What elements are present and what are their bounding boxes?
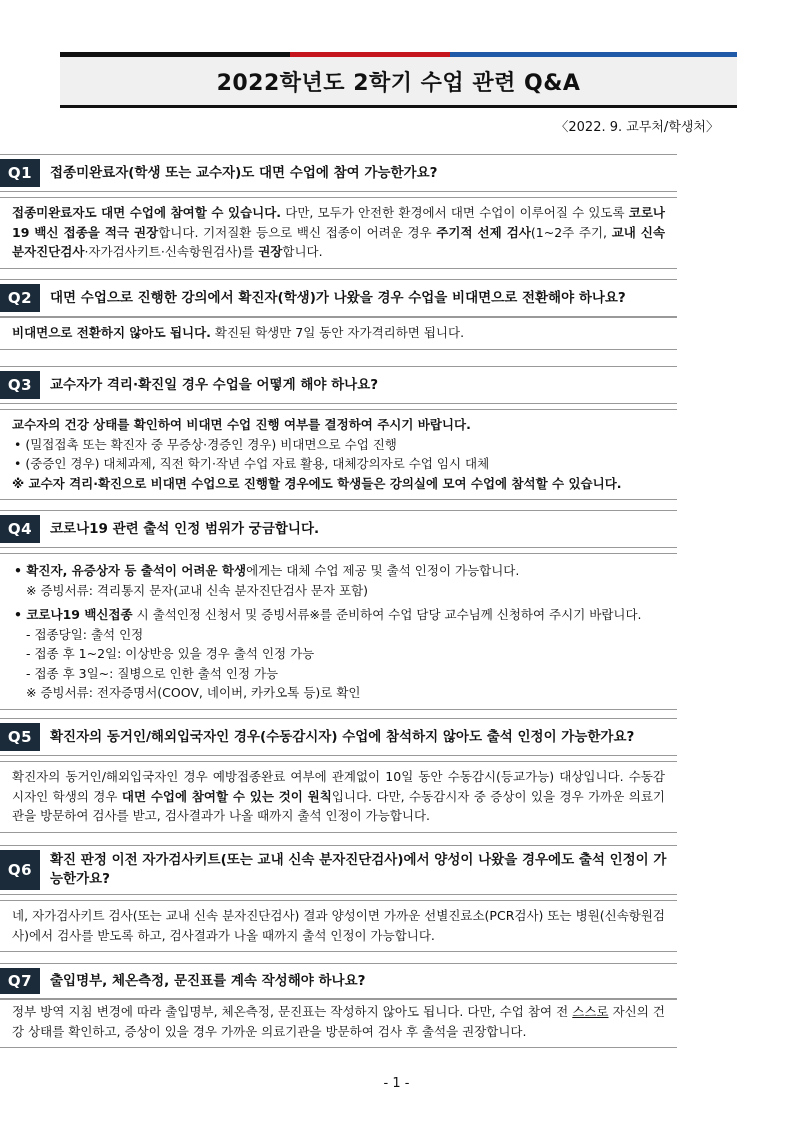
question-badge: Q3 (0, 371, 40, 399)
answer-box (0, 999, 677, 1048)
question-row (0, 845, 677, 895)
answer-lead: 교수자의 건강 상태를 확인하여 비대면 수업 진행 여부를 결정하여 주시기 바랍니다. (12, 417, 471, 432)
question-text: 출입명부, 체온측정, 문진표를 계속 작성해야 하나요? (50, 972, 366, 989)
answer-note: ※ 교수자 격리·확진으로 비대면 수업으로 진행할 경우에도 학생들은 강의실에 모여 수업에 참석할 수 있습니다. (12, 475, 622, 491)
answer-box (0, 900, 677, 952)
answer-bullet: • (중증인 경우) 대체과제, 직전 학기·작년 수업 자료 활용, 대체강의자로 수업 임시 대체 (14, 456, 490, 471)
qa-q1 (0, 154, 677, 269)
answer-text: 네, 자가검사키트 검사(또는 교내 신속 분자진단검사) 결과 양성이면 가까운 선별진료소(PCR검사) 또는 병원(신속항원검사)에서 검사를 받도록 하고, 검사결과가 나올 때까지 출석 인정이 가능합니다. (12, 908, 665, 943)
question-badge: Q4 (0, 515, 40, 543)
answer-sub: - 접종 후 3일~: 질병으로 인한 출석 인정 가능 (26, 665, 279, 681)
answer-bullet: • 확진자, 유증상자 등 출석이 어려운 학생에게는 대체 수업 제공 및 출석 인정이 가능합니다. (14, 563, 520, 578)
answer-text: 확진자의 동거인/해외입국자인 경우 예방접종완료 여부에 관계없이 10일 동안 수동감시(등교가능) 대상입니다. 수동감시자인 학생의 경우 대면 수업에 참여할 수 있는 것이 원칙입니다. 다만, 수동감시자 중 증상이 있을 경우 가까운 의료기관을 방문하여 검사를 받고, 검사결과가 나올 때까지 출석 인정이 가능합니다. (12, 769, 665, 823)
question-text: 코로나19 관련 출석 인정 범위가 궁금합니다. (50, 520, 320, 537)
answer-text: 접종미완료자도 대면 수업에 참여할 수 있습니다. 다만, 모두가 안전한 환경에서 대면 수업이 이루어질 수 있도록 코로나19 백신 접종을 적극 권장합니다. 기저질환 등으로 백신 접종이 어려운 경우 주기적 선제 검사(1~2주 주기, 교내 신속 분자진단검사·자가검사키트·신속항원검사)를 권장합니다. (12, 205, 666, 259)
question-badge: Q7 (0, 968, 40, 994)
answer-box (0, 761, 677, 833)
answer-box (0, 553, 677, 710)
answer-sub: ※ 증빙서류: 전자증명서(COOV, 네이버, 카카오톡 등)로 확인 (26, 685, 361, 700)
page-title: 2022학년도 2학기 수업 관련 Q&A (216, 70, 581, 96)
question-text: 확진 판정 이전 자가검사키트(또는 교내 신속 분자진단검사)에서 양성이 나왔을 경우에도 출석 인정이 가능한가요? (50, 852, 667, 887)
question-text: 확진자의 동거인/해외입국자인 경우(수동감시자) 수업에 참석하지 않아도 출석 인정이 가능한가요? (50, 728, 635, 745)
answer-sub: - 접종 후 1~2일: 이상반응 있을 경우 출석 인정 가능 (26, 646, 315, 661)
page-number: - 1 - (383, 1076, 410, 1091)
answer-box (0, 197, 677, 269)
answer-bullet: • 코로나19 백신접종 시 출석인정 신청서 및 증빙서류※를 준비하여 수업 담당 교수님께 신청하여 주시기 바랍니다. (14, 607, 642, 622)
qa-q6 (0, 845, 677, 952)
question-badge: Q1 (0, 159, 40, 187)
question-badge: Q2 (0, 284, 40, 312)
qa-q3 (0, 366, 677, 500)
question-row (0, 963, 677, 999)
title-underline (60, 105, 737, 108)
question-text: 대면 수업으로 진행한 강의에서 확진자(학생)가 나왔을 경우 수업을 비대면으로 전환해야 하나요? (50, 289, 626, 306)
title-block (60, 52, 737, 110)
document-page (60, 52, 737, 135)
answer-text: 정부 방역 지침 변경에 따라 출입명부, 체온측정, 문진표는 작성하지 않아도 됩니다. 다만, 수업 참여 전 스스로 자신의 건강 상태를 확인하고, 증상이 있을 경우 가까운 의료기관을 방문하여 검사 후 출석을 권장합니다. (12, 1004, 665, 1039)
answer-sub: ※ 증빙서류: 격리통지 문자(교내 신속 분자진단검사 문자 포함) (26, 582, 369, 598)
question-badge: Q6 (0, 850, 40, 890)
answer-box (0, 317, 677, 350)
qa-q5 (0, 718, 677, 833)
answer-sub: - 접종당일: 출석 인정 (26, 626, 144, 642)
dateline: 〈2022. 9. 교무처/학생처〉 (555, 120, 719, 135)
question-row (0, 366, 677, 404)
question-text: 교수자가 격리·확진일 경우 수업을 어떻게 해야 하나요? (50, 376, 379, 393)
answer-bullet: • (밀접접촉 또는 확진자 중 무증상·경증인 경우) 비대면으로 수업 진행 (14, 436, 397, 452)
question-row (0, 154, 677, 192)
qa-q7 (0, 963, 677, 1048)
question-row (0, 279, 677, 317)
qa-q2 (0, 279, 677, 350)
question-text: 접종미완료자(학생 또는 교수자)도 대면 수업에 참여 가능한가요? (50, 164, 438, 181)
title-box (60, 57, 737, 105)
question-row (0, 718, 677, 756)
qa-q4 (0, 510, 677, 710)
answer-text: 비대면으로 전환하지 않아도 됩니다. 확진된 학생만 7일 동안 자가격리하면 됩니다. (12, 325, 465, 340)
answer-box (0, 409, 677, 500)
question-badge: Q5 (0, 723, 40, 751)
question-row (0, 510, 677, 548)
